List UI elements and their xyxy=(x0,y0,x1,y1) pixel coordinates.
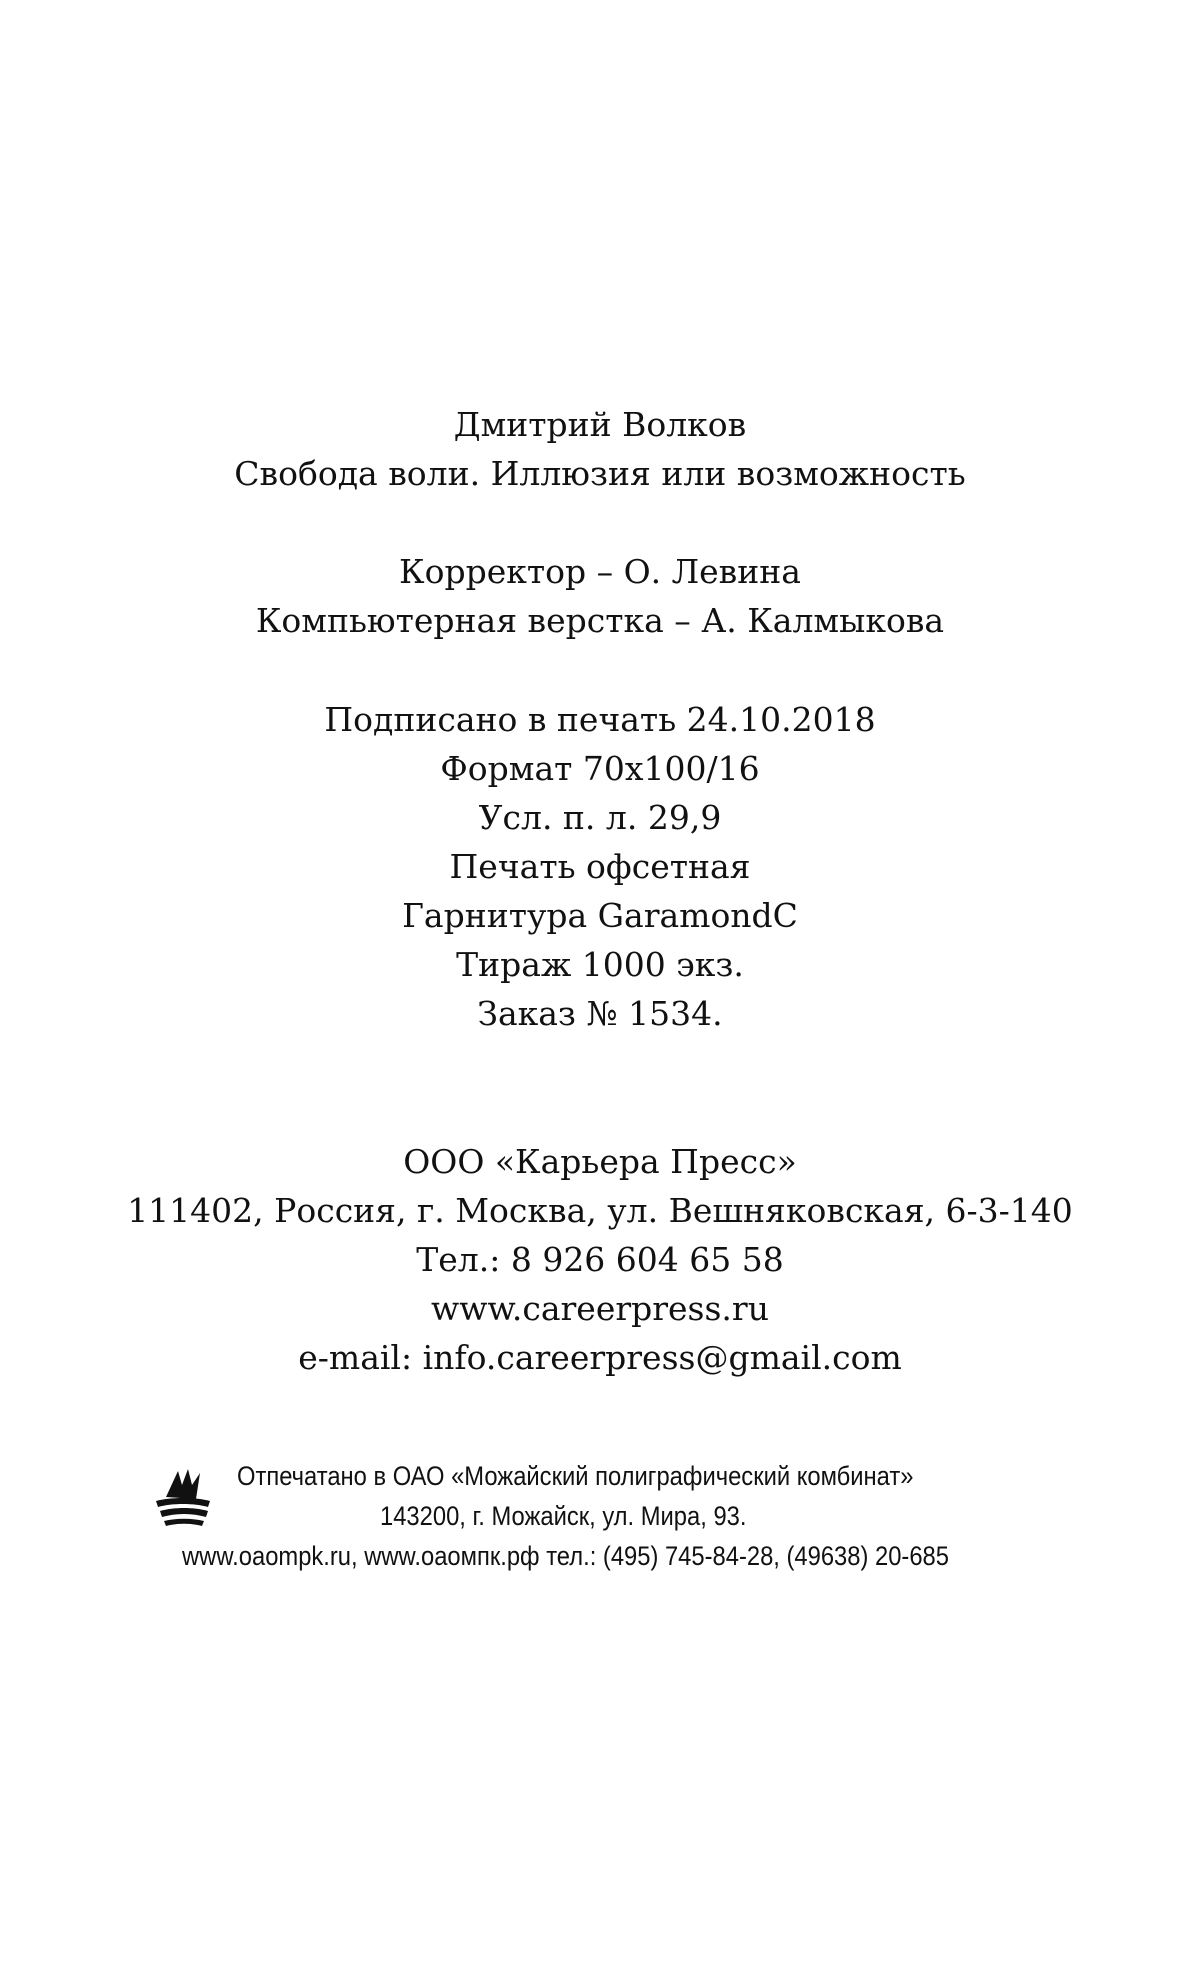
printer-name: Отпечатано в ОАО «Можайский полиграфический комбинат» xyxy=(237,1461,914,1491)
publisher-website: www.careerpress.ru xyxy=(431,1289,769,1328)
author-name: Дмитрий Волков xyxy=(453,405,747,444)
staff-credits xyxy=(0,547,1200,645)
circulation: Тираж 1000 экз. xyxy=(456,945,744,984)
publisher-phone: Тел.: 8 926 604 65 58 xyxy=(416,1240,784,1279)
printed-sheets: Усл. п. л. 29,9 xyxy=(478,798,722,837)
typeface: Гарнитура GaramondC xyxy=(402,896,798,935)
publisher-name: ООО «Карьера Пресс» xyxy=(403,1142,797,1181)
printer-contacts: www.oaompk.ru, www.оаомпк.рф тел.: (495) 745-84-28, (49638) 20-685 xyxy=(182,1541,949,1571)
printing-type: Печать офсетная xyxy=(449,847,751,886)
publisher-info xyxy=(0,1137,1200,1382)
printing-house-logo-icon xyxy=(152,1463,214,1529)
layout-credit: Компьютерная верстка – А. Калмыкова xyxy=(255,601,945,640)
signed-date: Подписано в печать 24.10.2018 xyxy=(324,700,876,739)
printer-info xyxy=(140,1455,1080,1605)
publisher-address: 111402, Россия, г. Москва, ул. Вешняковская, 6-3-140 xyxy=(127,1191,1073,1230)
corrector-credit: Корректор – О. Левина xyxy=(399,552,801,591)
publisher-email: e-mail: info.careerpress@gmail.com xyxy=(298,1338,902,1377)
order-number: Заказ № 1534. xyxy=(477,994,723,1033)
printer-address: 143200, г. Можайск, ул. Мира, 93. xyxy=(380,1501,747,1531)
paper-format: Формат 70х100/16 xyxy=(440,749,760,788)
book-title: Свобода воли. Иллюзия или возможность xyxy=(234,454,966,493)
print-specs xyxy=(0,695,1200,1038)
book-info xyxy=(0,400,1200,498)
